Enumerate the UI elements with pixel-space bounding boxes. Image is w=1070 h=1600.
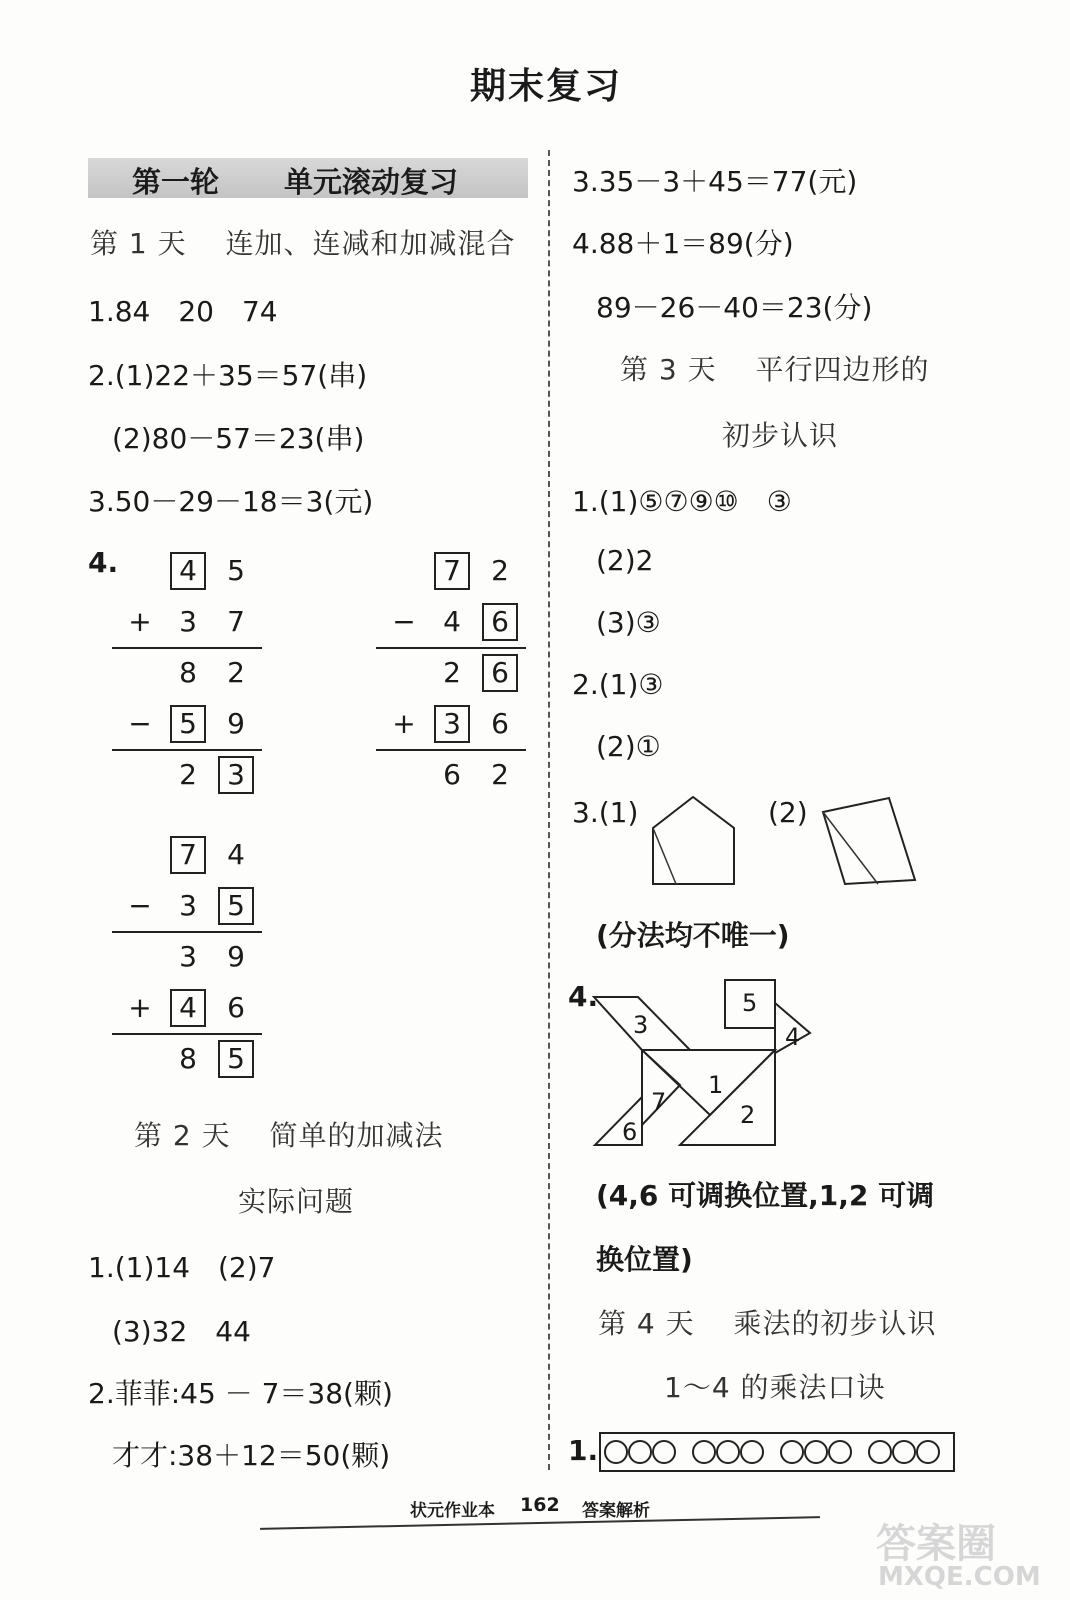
answer-box: 5	[218, 887, 254, 925]
digit: 2	[491, 758, 509, 791]
group-circle	[693, 1441, 715, 1463]
group-circle	[717, 1441, 739, 1463]
group-circle	[653, 1441, 675, 1463]
tangram-label-7: 7	[651, 1088, 667, 1116]
operator-sign: −	[392, 605, 416, 638]
digit: 8	[179, 1042, 197, 1075]
digit: 6	[443, 758, 461, 791]
day4-heading-line1: 第 4 天 乘法的初步认识	[598, 1307, 937, 1340]
page-title: 期末复习	[470, 66, 623, 107]
digit: 2	[491, 554, 509, 587]
day3-q2-2: (2)①	[596, 730, 661, 763]
sum-line	[376, 647, 526, 649]
digit: 6	[227, 991, 245, 1024]
day3-q2-1: 2.(1)③	[572, 668, 664, 701]
day3-q4-label: 4.	[568, 980, 599, 1013]
column-divider	[548, 150, 551, 1470]
day1-q2a: 2.(1)22＋35＝57(串)	[88, 359, 368, 392]
operator-sign: −	[128, 707, 152, 740]
day4-heading-line2: 1～4 的乘法口诀	[664, 1371, 886, 1404]
day1-q3: 3.50－29－18＝3(元)	[88, 485, 374, 518]
answer-box: 4	[170, 552, 206, 590]
operator-sign: −	[128, 889, 152, 922]
digit: 3	[179, 605, 197, 638]
quadrilateral-cut-line	[823, 812, 878, 884]
answer-box: 5	[218, 1040, 254, 1078]
footer-page-number: 162	[520, 1494, 560, 1516]
group-circle	[605, 1441, 627, 1463]
day1-q1: 1.84 20 74	[88, 295, 278, 328]
digit: 8	[179, 656, 197, 689]
digit: 4	[443, 605, 461, 638]
day2-heading-line2: 实际问题	[238, 1185, 355, 1218]
day2-q4b: 89－26－40＝23(分)	[596, 291, 873, 324]
day3-q4-note2: 换位置)	[596, 1243, 693, 1276]
group-circle	[893, 1441, 915, 1463]
pentagon-split-figure	[640, 790, 940, 890]
day2-heading-line1: 第 2 天 简单的加减法	[134, 1119, 444, 1152]
tangram-piece-2	[680, 1050, 775, 1145]
digit: 2	[179, 758, 197, 791]
day3-q4-note1: (4,6 可调换位置,1,2 可调	[596, 1179, 935, 1212]
day1-q2b: (2)80－57＝23(串)	[112, 422, 365, 455]
answer-box: 6	[482, 654, 518, 692]
day3-heading-line1: 第 3 天 平行四边形的	[620, 353, 930, 386]
day2-q2a: 2.菲菲:45 － 7＝38(颗)	[88, 1377, 393, 1410]
day3-q3-note: (分法均不唯一)	[596, 919, 790, 952]
group-circle	[805, 1441, 827, 1463]
answer-box: 5	[170, 705, 206, 743]
operator-sign: +	[128, 605, 152, 638]
answer-box: 6	[482, 603, 518, 641]
sum-line	[112, 749, 262, 751]
banner-round: 第一轮	[132, 165, 220, 199]
answer-box: 7	[434, 552, 470, 590]
watermark-logo: 答案圈	[876, 1521, 996, 1567]
tangram-label-6: 6	[622, 1118, 638, 1146]
digit: 3	[179, 889, 197, 922]
sum-line	[112, 931, 262, 933]
sum-line	[112, 1033, 262, 1035]
group-circle	[869, 1441, 891, 1463]
day2-q1b: (3)32 44	[112, 1315, 251, 1348]
footer-rule	[260, 1516, 820, 1530]
day2-q3: 3.35－3＋45＝77(元)	[572, 165, 858, 198]
day1-heading: 第 1 天 连加、连减和加减混合	[90, 227, 516, 260]
footer-book-name: 状元作业本	[410, 1501, 495, 1521]
answer-box: 3	[218, 756, 254, 794]
pentagon-shape	[653, 797, 734, 884]
sum-line	[112, 647, 262, 649]
digit: 5	[227, 554, 245, 587]
sum-line	[376, 749, 526, 751]
day4-q1-label: 1.	[568, 1434, 599, 1467]
day3-heading-line2: 初步认识	[722, 419, 839, 452]
answer-box: 7	[170, 836, 206, 874]
group-circle	[781, 1441, 803, 1463]
digit: 9	[227, 940, 245, 973]
digit: 7	[227, 605, 245, 638]
digit: 3	[179, 940, 197, 973]
answer-box: 4	[170, 989, 206, 1027]
day3-q1-3: (3)③	[596, 606, 661, 639]
tangram-label-5: 5	[742, 989, 758, 1017]
section-banner	[88, 158, 528, 198]
digit: 4	[227, 838, 245, 871]
tangram-label-1: 1	[708, 1071, 724, 1099]
banner-name: 单元滚动复习	[284, 165, 459, 199]
footer-section: 答案解析	[582, 1501, 650, 1521]
tangram-figure	[590, 975, 820, 1150]
group-circle	[741, 1441, 763, 1463]
operator-sign: +	[128, 991, 152, 1024]
tangram-label-2: 2	[740, 1101, 756, 1129]
day3-q3-label2: (2)	[768, 796, 808, 829]
group-circle	[629, 1441, 651, 1463]
group-circle	[829, 1441, 851, 1463]
digit: 9	[227, 707, 245, 740]
day1-q4-label: 4.	[88, 546, 119, 579]
digit: 6	[491, 707, 509, 740]
operator-sign: +	[392, 707, 416, 740]
digit: 2	[227, 656, 245, 689]
day2-q4a: 4.88＋1＝89(分)	[572, 227, 794, 260]
day3-q3-label1: 3.(1)	[572, 796, 639, 829]
group-circle	[917, 1441, 939, 1463]
day3-q1-2: (2)2	[596, 544, 654, 577]
tangram-label-4: 4	[785, 1023, 801, 1051]
tangram-label-3: 3	[633, 1011, 649, 1039]
circle-groups-figure	[598, 1430, 958, 1474]
answer-box: 3	[434, 705, 470, 743]
digit: 2	[443, 656, 461, 689]
pentagon-cut-line	[653, 828, 676, 884]
day3-q1-1: 1.(1)⑤⑦⑨⑩ ③	[572, 485, 792, 518]
day2-q1a: 1.(1)14 (2)7	[88, 1251, 276, 1284]
watermark-url: MXQE.COM	[878, 1562, 1041, 1592]
day2-q2b: 才才:38＋12＝50(颗)	[112, 1439, 391, 1472]
